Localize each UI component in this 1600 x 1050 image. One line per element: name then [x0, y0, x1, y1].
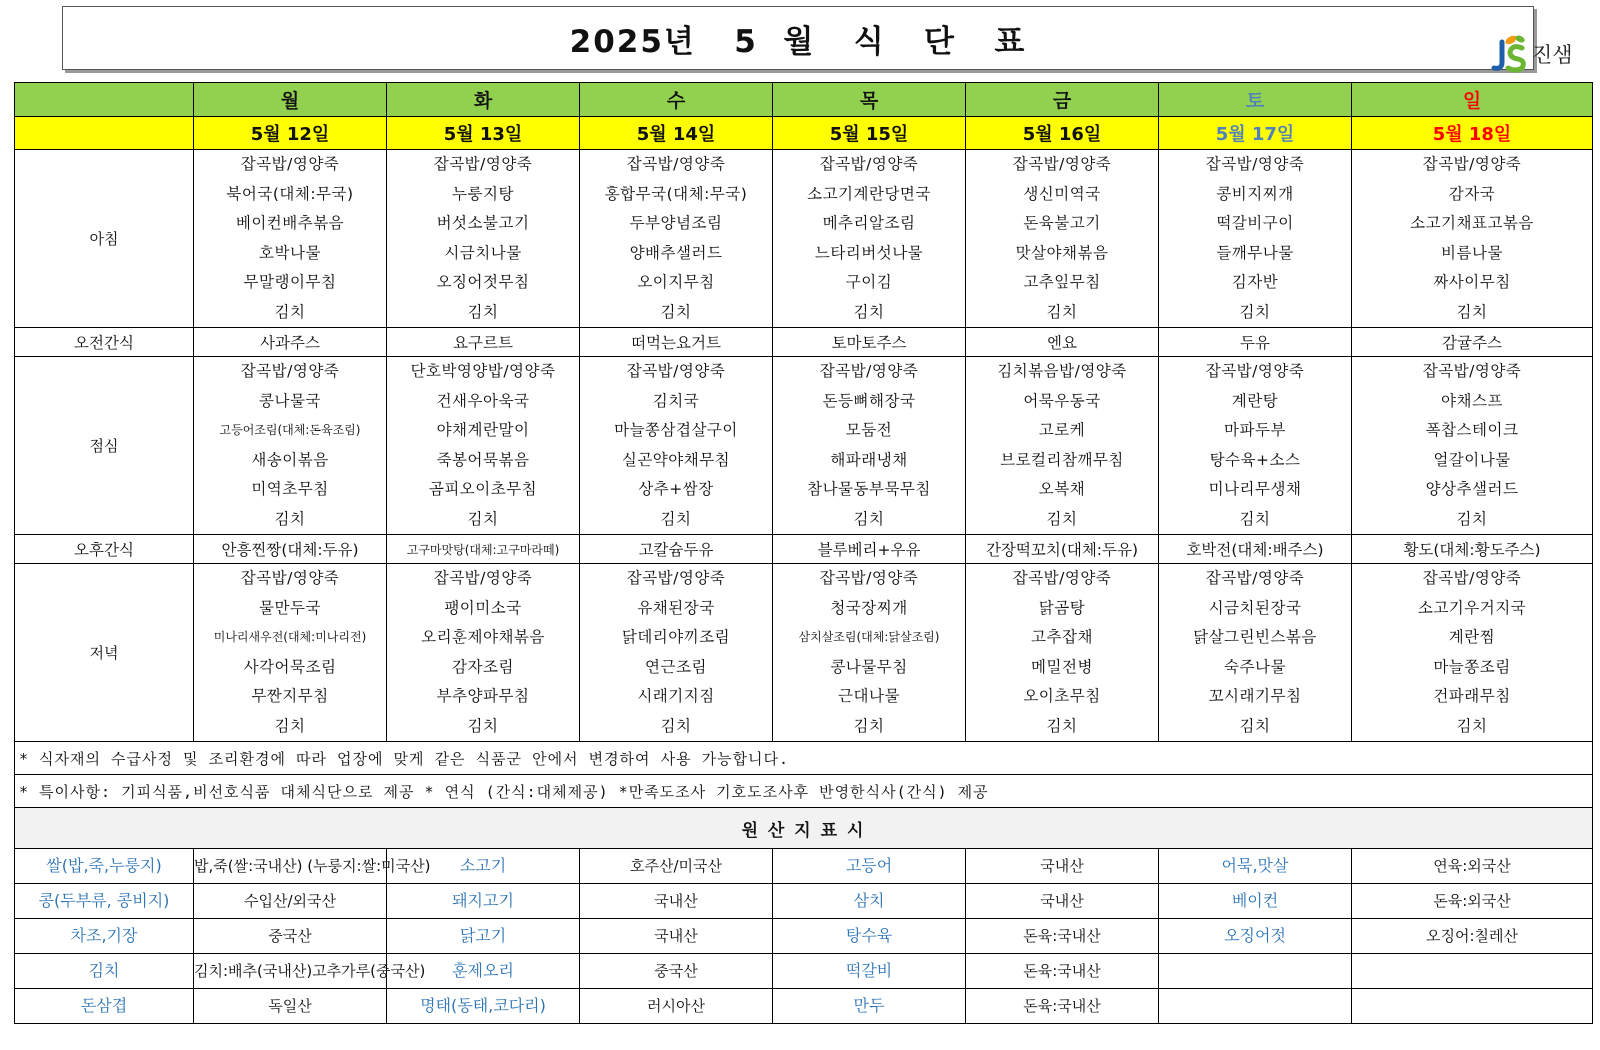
menu-item: 김자반	[1231, 273, 1279, 291]
menu-cell	[387, 357, 580, 535]
menu-item: 부추양파무침	[436, 687, 530, 705]
menu-item: 떡갈비구이	[1216, 214, 1294, 232]
menu-item: 단호박영양밥/영양죽	[410, 362, 556, 380]
menu-cell	[194, 150, 387, 328]
snack-cell	[1352, 535, 1593, 564]
origin-row	[15, 849, 1593, 884]
menu-item: 메밀전병	[1031, 657, 1093, 676]
menu-item: 호박나물	[259, 243, 321, 262]
origin-title: 원 산 지 표 시	[15, 808, 1593, 849]
snack-item: 토마토주스	[831, 334, 907, 352]
menu-item: 잡곡밥/영양죽	[819, 362, 919, 380]
menu-item: 김치	[467, 509, 499, 528]
menu-item: 김치	[1239, 302, 1271, 321]
menu-item: 상추+쌈장	[638, 480, 714, 498]
menu-item: 김치	[274, 509, 306, 528]
menu-item: 청국장찌개	[830, 598, 908, 617]
origin-country: 국내산	[580, 919, 773, 954]
menu-item: 김치	[467, 302, 499, 321]
menu-item: 닭살그린빈스볶음	[1193, 628, 1317, 646]
menu-item: 들깨무나물	[1216, 243, 1294, 262]
menu-item: 잡곡밥/영양죽	[240, 569, 340, 587]
menu-item: 잡곡밥/영양죽	[433, 569, 533, 587]
menu-item: 마늘쫑조림	[1433, 657, 1511, 676]
snack-cell	[966, 535, 1159, 564]
origin-item: 삼치	[773, 884, 966, 919]
menu-cell	[194, 564, 387, 742]
menu-item: 잡곡밥/영양죽	[1422, 362, 1522, 380]
origin-row	[15, 989, 1593, 1024]
origin-item: 어묵,맛살	[1159, 849, 1352, 884]
title-box	[62, 6, 1534, 70]
menu-item: 오징어젓무침	[436, 273, 530, 291]
menu-cell	[966, 564, 1159, 742]
menu-item: 양상추샐러드	[1425, 480, 1519, 498]
origin-item: 차조,기장	[15, 919, 194, 954]
menu-item: 콩나물국	[259, 391, 321, 410]
snack-cell	[194, 535, 387, 564]
date-header: 5월 16일	[966, 117, 1159, 150]
menu-item: 야채스프	[1441, 391, 1503, 410]
logo-text: 진샘	[1532, 43, 1573, 67]
snack-item: 고칼슘두유	[638, 541, 714, 559]
menu-item: 두부양념조림	[629, 214, 723, 232]
origin-country	[1352, 954, 1593, 989]
menu-item: 닭곰탕	[1038, 598, 1086, 617]
date-header-row	[15, 117, 1593, 150]
menu-item: 고등어조림(대체:돈육조림)	[219, 423, 361, 437]
menu-item: 김치	[274, 716, 306, 735]
menu-cell	[387, 150, 580, 328]
origin-item: 쌀(밥,죽,누룽지)	[15, 849, 194, 884]
date-header: 5월 15일	[773, 117, 966, 150]
origin-item: 만두	[773, 989, 966, 1024]
origin-item: 명태(동태,코다리)	[387, 989, 580, 1024]
menu-item: 잡곡밥/영양죽	[1205, 362, 1305, 380]
menu-item: 잡곡밥/영양죽	[240, 362, 340, 380]
snack-cell	[580, 535, 773, 564]
menu-item: 폭찹스테이크	[1425, 421, 1519, 439]
menu-cell	[1159, 357, 1352, 535]
menu-item: 계란찜	[1448, 628, 1496, 646]
menu-item: 김치	[853, 302, 885, 321]
origin-row	[15, 884, 1593, 919]
snack-cell	[194, 328, 387, 357]
menu-item: 미나리무생채	[1208, 480, 1302, 498]
menu-item: 김치	[1456, 716, 1488, 735]
menu-item: 오이지무침	[637, 273, 715, 291]
origin-country: 밥,죽(쌀:국내산) (누룽지:쌀:미국산)	[194, 849, 387, 884]
menu-item: 짜사이무침	[1433, 273, 1511, 291]
menu-item: 김치	[1456, 302, 1488, 321]
corner-cell	[15, 117, 194, 150]
menu-item: 맛살야채볶음	[1015, 243, 1109, 262]
origin-row	[15, 919, 1593, 954]
menu-item: 잡곡밥/영양죽	[1422, 155, 1522, 173]
menu-item: 구이김	[845, 273, 893, 291]
menu-table	[14, 82, 1593, 1024]
menu-item: 무짠지무침	[251, 687, 329, 705]
day-header: 일	[1352, 83, 1593, 117]
origin-item: 오징어젓	[1159, 919, 1352, 954]
menu-item: 버섯소불고기	[436, 214, 530, 232]
menu-item: 물만두국	[259, 598, 321, 617]
menu-cell	[1352, 357, 1593, 535]
menu-item: 김치	[660, 716, 692, 735]
origin-country	[1352, 989, 1593, 1024]
snack-item: 두유	[1240, 334, 1270, 352]
menu-item: 얼갈이나물	[1433, 450, 1511, 469]
menu-cell	[580, 564, 773, 742]
origin-country: 호주산/미국산	[580, 849, 773, 884]
day-header-row	[15, 83, 1593, 117]
menu-item: 어묵우동국	[1023, 391, 1101, 410]
menu-item: 김치	[1046, 509, 1078, 528]
menu-item: 잡곡밥/영양죽	[819, 155, 919, 173]
menu-item: 실곤약야채무침	[621, 450, 731, 469]
menu-item: 김치	[274, 302, 306, 321]
menu-item: 꼬시래기무침	[1208, 687, 1302, 705]
menu-item: 감자조림	[452, 657, 514, 676]
menu-item: 베이컨배추볶음	[235, 214, 345, 232]
origin-country: 중국산	[580, 954, 773, 989]
menu-item: 오복채	[1038, 480, 1086, 498]
date-header: 5월 14일	[580, 117, 773, 150]
meal-label: 점심	[15, 357, 194, 535]
menu-item: 브로컬리참깨무침	[1000, 450, 1124, 469]
note-text: * 식자재의 수급사정 및 조리환경에 따라 업장에 맞게 같은 식품군 안에서 변경하여 사용 가능합니다.	[15, 742, 1593, 775]
origin-item	[1159, 954, 1352, 989]
origin-country: 독일산	[194, 989, 387, 1024]
day-header: 수	[580, 83, 773, 117]
origin-country: 러시아산	[580, 989, 773, 1024]
day-header: 금	[966, 83, 1159, 117]
menu-item: 잡곡밥/영양죽	[1012, 155, 1112, 173]
snack-cell	[387, 535, 580, 564]
origin-header-row	[15, 808, 1593, 849]
date-header: 5월 17일	[1159, 117, 1352, 150]
menu-cell	[194, 357, 387, 535]
menu-item: 삼치살조림(대체:닭살조림)	[798, 630, 940, 644]
snack-cell	[1352, 328, 1593, 357]
origin-country: 연육:외국산	[1352, 849, 1593, 884]
menu-item: 오리훈제야채볶음	[421, 628, 545, 646]
breakfast-row	[15, 150, 1593, 328]
menu-cell	[966, 150, 1159, 328]
menu-item: 새송이볶음	[251, 450, 329, 469]
menu-item: 고로케	[1038, 421, 1086, 439]
origin-country: 중국산	[194, 919, 387, 954]
snack-item: 떠먹는요거트	[631, 334, 721, 352]
menu-item: 잡곡밥/영양죽	[819, 569, 919, 587]
js-logo-icon	[1488, 34, 1530, 74]
snack-item: 사과주스	[260, 334, 320, 352]
menu-item: 잡곡밥/영양죽	[626, 362, 726, 380]
menu-item: 건새우아욱국	[436, 391, 530, 410]
menu-item: 잡곡밥/영양죽	[433, 155, 533, 173]
day-header: 월	[194, 83, 387, 117]
origin-item: 떡갈비	[773, 954, 966, 989]
menu-item: 김치	[1239, 716, 1271, 735]
menu-cell	[1352, 150, 1593, 328]
day-header: 화	[387, 83, 580, 117]
menu-item: 미역초무침	[251, 480, 329, 498]
corner-cell	[15, 83, 194, 117]
origin-item	[1159, 989, 1352, 1024]
origin-item: 탕수육	[773, 919, 966, 954]
origin-country: 국내산	[966, 849, 1159, 884]
origin-item: 돈삼겹	[15, 989, 194, 1024]
origin-item: 김치	[15, 954, 194, 989]
menu-cell	[1159, 150, 1352, 328]
origin-item: 훈제오리	[387, 954, 580, 989]
menu-item: 잡곡밥/영양죽	[1205, 155, 1305, 173]
snack-item: 안흥찐짱(대체:두유)	[221, 541, 359, 559]
date-header: 5월 12일	[194, 117, 387, 150]
snack-cell	[773, 328, 966, 357]
menu-item: 곰피오이초무침	[428, 480, 538, 498]
note-row	[15, 742, 1593, 775]
menu-item: 잡곡밥/영양죽	[1422, 569, 1522, 587]
menu-item: 김치	[1046, 302, 1078, 321]
menu-item: 콩비지찌개	[1216, 184, 1294, 203]
menu-item: 소고기채표고볶음	[1410, 214, 1534, 232]
menu-item: 시래기지짐	[637, 687, 715, 705]
menu-item: 김치	[660, 509, 692, 528]
snack-item: 호박전(대체:배주스)	[1186, 541, 1324, 559]
menu-item: 잡곡밥/영양죽	[626, 569, 726, 587]
menu-cell	[773, 564, 966, 742]
origin-country: 돈육:외국산	[1352, 884, 1593, 919]
menu-item: 근대나물	[838, 687, 900, 705]
menu-item: 잡곡밥/영양죽	[1205, 569, 1305, 587]
menu-item: 무말랭이무침	[243, 273, 337, 291]
origin-item: 닭고기	[387, 919, 580, 954]
origin-country: 오징어:칠레산	[1352, 919, 1593, 954]
snack-cell	[387, 328, 580, 357]
menu-item: 해파래냉채	[830, 450, 908, 469]
menu-item: 김치	[853, 509, 885, 528]
snack-cell	[1159, 535, 1352, 564]
meal-label: 아침	[15, 150, 194, 328]
menu-item: 비름나물	[1441, 243, 1503, 262]
menu-item: 소고기우거지국	[1417, 598, 1527, 617]
origin-item: 베이컨	[1159, 884, 1352, 919]
menu-item: 돈육불고기	[1023, 214, 1101, 232]
menu-item: 참나물동부묵무침	[807, 480, 931, 498]
menu-item: 미나리새우전(대체:미나리전)	[213, 630, 367, 644]
menu-cell	[773, 357, 966, 535]
origin-country: 수입산/외국산	[194, 884, 387, 919]
menu-item: 김치	[467, 716, 499, 735]
snack-cell	[1159, 328, 1352, 357]
menu-item: 김치	[1046, 716, 1078, 735]
day-header: 토	[1159, 83, 1352, 117]
snack-cell	[966, 328, 1159, 357]
am-snack-row	[15, 328, 1593, 357]
menu-item: 죽봉어묵볶음	[436, 450, 530, 469]
menu-item: 계란탕	[1231, 391, 1279, 410]
snack-item: 블루베리+우유	[817, 541, 921, 559]
menu-item: 연근조림	[645, 657, 707, 676]
menu-item: 느타리버섯나물	[814, 243, 924, 262]
menu-item: 양배추샐러드	[629, 243, 723, 262]
menu-item: 소고기계란당면국	[807, 184, 931, 203]
snack-item: 엔요	[1047, 334, 1077, 352]
origin-country: 국내산	[580, 884, 773, 919]
lunch-row	[15, 357, 1593, 535]
snack-item: 고구마맛탕(대체:고구마라떼)	[406, 543, 560, 557]
menu-item: 팽이미소국	[444, 598, 522, 617]
menu-item: 잡곡밥/영양죽	[1012, 569, 1112, 587]
day-header: 목	[773, 83, 966, 117]
snack-item: 감귤주스	[1442, 334, 1502, 352]
menu-cell	[580, 357, 773, 535]
menu-item: 잡곡밥/영양죽	[240, 155, 340, 173]
origin-item: 돼지고기	[387, 884, 580, 919]
snack-cell	[580, 328, 773, 357]
date-header: 5월 18일	[1352, 117, 1593, 150]
snack-cell	[773, 535, 966, 564]
menu-item: 김치	[1456, 509, 1488, 528]
origin-item: 소고기	[387, 849, 580, 884]
menu-cell	[773, 150, 966, 328]
menu-item: 돈등뼈해장국	[822, 391, 916, 410]
pm-snack-row	[15, 535, 1593, 564]
origin-country: 돈육:국내산	[966, 989, 1159, 1024]
origin-country: 돈육:국내산	[966, 954, 1159, 989]
menu-item: 유채된장국	[637, 598, 715, 617]
menu-item: 고추잡채	[1031, 628, 1093, 646]
snack-item: 요구르트	[453, 334, 513, 352]
origin-country: 돈육:국내산	[966, 919, 1159, 954]
dinner-row	[15, 564, 1593, 742]
menu-item: 감자국	[1448, 184, 1496, 203]
note-text: * 특이사항: 기피식품,비선호식품 대체식단으로 제공 * 연식 (간식:대체제공) *만족도조사 기호도조사후 반영한식사(간식) 제공	[15, 775, 1593, 808]
brand-logo	[1488, 34, 1573, 74]
date-header: 5월 13일	[387, 117, 580, 150]
snack-item: 간장떡꼬치(대체:두유)	[985, 541, 1139, 559]
menu-item: 시금치나물	[444, 243, 522, 262]
origin-item: 고등어	[773, 849, 966, 884]
menu-item: 건파래무침	[1433, 687, 1511, 705]
menu-item: 숙주나물	[1224, 657, 1286, 676]
menu-item: 북어국(대체:무국)	[226, 184, 354, 203]
origin-item: 콩(두부류, 콩비지)	[15, 884, 194, 919]
origin-row	[15, 954, 1593, 989]
menu-cell	[387, 564, 580, 742]
menu-item: 모둠전	[845, 421, 893, 439]
menu-item: 메추리알조림	[822, 214, 916, 232]
menu-cell	[1352, 564, 1593, 742]
meal-label: 저녁	[15, 564, 194, 742]
menu-item: 콩나물무침	[830, 657, 908, 676]
meal-label: 오후간식	[15, 535, 194, 564]
menu-cell	[966, 357, 1159, 535]
menu-item: 야채계란말이	[436, 421, 530, 439]
meal-label: 오전간식	[15, 328, 194, 357]
menu-cell	[1159, 564, 1352, 742]
origin-country: 김치:배추(국내산)고추가루(중국산)	[194, 954, 387, 989]
menu-item: 시금치된장국	[1208, 598, 1302, 617]
menu-item: 김치	[660, 302, 692, 321]
menu-item: 김치국	[652, 391, 700, 410]
menu-item: 생신미역국	[1023, 184, 1101, 203]
origin-country: 국내산	[966, 884, 1159, 919]
menu-item: 김치볶음밥/영양죽	[997, 362, 1127, 380]
menu-item: 탕수육+소스	[1209, 450, 1301, 469]
snack-item: 황도(대체:황도주스)	[1403, 541, 1541, 559]
menu-item: 마늘쫑삼겹살구이	[614, 421, 738, 439]
menu-item: 닭데리야끼조림	[621, 628, 731, 646]
menu-cell	[580, 150, 773, 328]
menu-item: 김치	[853, 716, 885, 735]
menu-item: 잡곡밥/영양죽	[626, 155, 726, 173]
page-title: 2025년 5 월 식 단 표	[569, 23, 1027, 60]
menu-item: 홍합무국(대체:무국)	[604, 184, 748, 203]
note-row	[15, 775, 1593, 808]
menu-item: 마파두부	[1224, 421, 1286, 439]
menu-item: 사각어묵조림	[243, 657, 337, 676]
menu-item: 누룽지탕	[452, 184, 514, 203]
menu-item: 김치	[1239, 509, 1271, 528]
menu-item: 오이초무침	[1023, 687, 1101, 705]
menu-item: 고추잎무침	[1023, 273, 1101, 291]
